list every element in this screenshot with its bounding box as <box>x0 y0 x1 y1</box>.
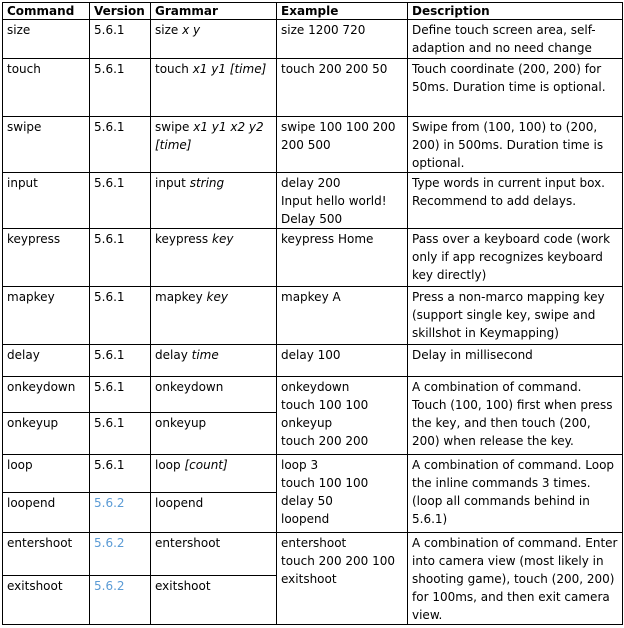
command-cell: swipe <box>3 117 90 173</box>
header-example: Example <box>277 3 408 20</box>
grammar-args: [time] <box>155 138 192 152</box>
example-line: touch 200 200 100 <box>281 554 396 568</box>
description-cell: Pass over a keyboard code (work only if app recognizes keyboard key directly) <box>408 229 623 287</box>
example-line: delay 200 <box>281 176 341 190</box>
table-row-touch <box>3 59 623 117</box>
version-cell: 5.6.1 <box>90 173 151 229</box>
header-row <box>3 3 623 20</box>
version-cell: 5.6.1 <box>90 20 151 59</box>
table-row-input <box>3 173 623 229</box>
grammar-line <box>155 118 272 136</box>
version-cell: 5.6.1 <box>90 413 151 455</box>
table-row-keypress <box>3 229 623 287</box>
grammar-keyword: input <box>155 176 186 190</box>
grammar-args: x y <box>182 23 201 37</box>
grammar-cell: entershoot <box>151 533 277 576</box>
example-line: onkeyup <box>281 416 333 430</box>
example-line: 200 500 <box>281 138 331 152</box>
example-cell: delay 100 <box>277 345 408 377</box>
example-cell <box>277 455 408 533</box>
example-line: delay 50 <box>281 494 333 508</box>
example-line: entershoot <box>281 536 347 550</box>
description-cell: Touch coordinate (200, 200) for 50ms. Duration time is optional. <box>408 59 623 117</box>
description-cell: Type words in current input box. Recommend to add delays. <box>408 173 623 229</box>
command-cell: onkeyup <box>3 413 90 455</box>
command-cell: keypress <box>3 229 90 287</box>
grammar-cell: onkeyup <box>151 413 277 455</box>
header-description: Description <box>408 3 623 20</box>
example-cell <box>277 533 408 625</box>
grammar-args: time <box>191 348 219 362</box>
example-line: exitshoot <box>281 572 337 586</box>
header-command: Command <box>3 3 90 20</box>
command-cell: loopend <box>3 493 90 533</box>
command-cell: mapkey <box>3 287 90 345</box>
example-cell: mapkey A <box>277 287 408 345</box>
grammar-keyword: size <box>155 23 179 37</box>
grammar-args: [count] <box>184 458 228 472</box>
version-cell: 5.6.1 <box>90 455 151 493</box>
description-cell: A combination of command. Loop the inline commands 3 times. (loop all commands behind in 5.6.1) <box>408 455 623 533</box>
table-row-onkeydown <box>3 377 623 413</box>
command-reference-table <box>2 2 623 625</box>
grammar-cell <box>151 59 277 117</box>
grammar-cell <box>151 117 277 173</box>
command-cell: input <box>3 173 90 229</box>
table-row-mapkey <box>3 287 623 345</box>
description-cell: Delay in millisecond <box>408 345 623 377</box>
description-cell: Swipe from (100, 100) to (200, 200) in 500ms. Duration time is optional. <box>408 117 623 173</box>
command-cell: exitshoot <box>3 575 90 624</box>
version-cell: 5.6.2 <box>90 575 151 624</box>
table-row-size <box>3 20 623 59</box>
example-line: loopend <box>281 512 330 526</box>
example-line: onkeydown <box>281 380 350 394</box>
grammar-cell <box>151 173 277 229</box>
command-cell: size <box>3 20 90 59</box>
example-cell <box>277 377 408 455</box>
grammar-args: key <box>212 232 234 246</box>
description-cell: A combination of command. Touch (100, 100) first when press the key, and then touch (200, 200) when release the key. <box>408 377 623 455</box>
grammar-cell: exitshoot <box>151 575 277 624</box>
version-cell: 5.6.1 <box>90 59 151 117</box>
grammar-cell: onkeydown <box>151 377 277 413</box>
grammar-args: x1 y1 x2 y2 <box>193 120 264 134</box>
table-row-loop <box>3 455 623 493</box>
description-cell: Define touch screen area, self-adaption and no need change <box>408 20 623 59</box>
header-grammar: Grammar <box>151 3 277 20</box>
version-cell: 5.6.1 <box>90 229 151 287</box>
command-cell: delay <box>3 345 90 377</box>
table-row-entershoot <box>3 533 623 576</box>
grammar-keyword: delay <box>155 348 188 362</box>
example-line: touch 100 100 <box>281 476 369 490</box>
version-cell: 5.6.1 <box>90 377 151 413</box>
header-version: Version <box>90 3 151 20</box>
grammar-keyword: loop <box>155 458 181 472</box>
table-row-swipe <box>3 117 623 173</box>
grammar-cell: loopend <box>151 493 277 533</box>
grammar-keyword: mapkey <box>155 290 203 304</box>
description-cell: Press a non-marco mapping key (support single key, swipe and skillshot in Keymapping) <box>408 287 623 345</box>
version-cell: 5.6.1 <box>90 345 151 377</box>
version-cell: 5.6.2 <box>90 533 151 576</box>
version-cell: 5.6.1 <box>90 287 151 345</box>
grammar-cell <box>151 455 277 493</box>
grammar-cell <box>151 287 277 345</box>
description-cell: A combination of command. Enter into camera view (most likely in shooting game), touch (200, 200) for 100ms, and then exit camera view. <box>408 533 623 625</box>
command-cell: entershoot <box>3 533 90 576</box>
grammar-cell <box>151 20 277 59</box>
version-cell: 5.6.2 <box>90 493 151 533</box>
grammar-cell <box>151 229 277 287</box>
example-line: loop 3 <box>281 458 319 472</box>
example-cell: touch 200 200 50 <box>277 59 408 117</box>
example-line: touch 200 200 <box>281 434 369 448</box>
grammar-keyword: keypress <box>155 232 209 246</box>
example-line: swipe 100 100 200 <box>281 120 396 134</box>
example-line: Input hello world! <box>281 194 387 208</box>
example-cell: size 1200 720 <box>277 20 408 59</box>
grammar-keyword: swipe <box>155 120 190 134</box>
command-cell: onkeydown <box>3 377 90 413</box>
grammar-keyword: touch <box>155 62 189 76</box>
grammar-cell <box>151 345 277 377</box>
command-cell: touch <box>3 59 90 117</box>
example-cell <box>277 173 408 229</box>
example-line: touch 100 100 <box>281 398 369 412</box>
example-cell <box>277 117 408 173</box>
grammar-args: key <box>206 290 228 304</box>
example-line: Delay 500 <box>281 212 343 226</box>
grammar-args: string <box>189 176 225 190</box>
example-cell: keypress Home <box>277 229 408 287</box>
command-cell: loop <box>3 455 90 493</box>
table-row-delay <box>3 345 623 377</box>
version-cell: 5.6.1 <box>90 117 151 173</box>
grammar-args: x1 y1 [time] <box>192 62 267 76</box>
